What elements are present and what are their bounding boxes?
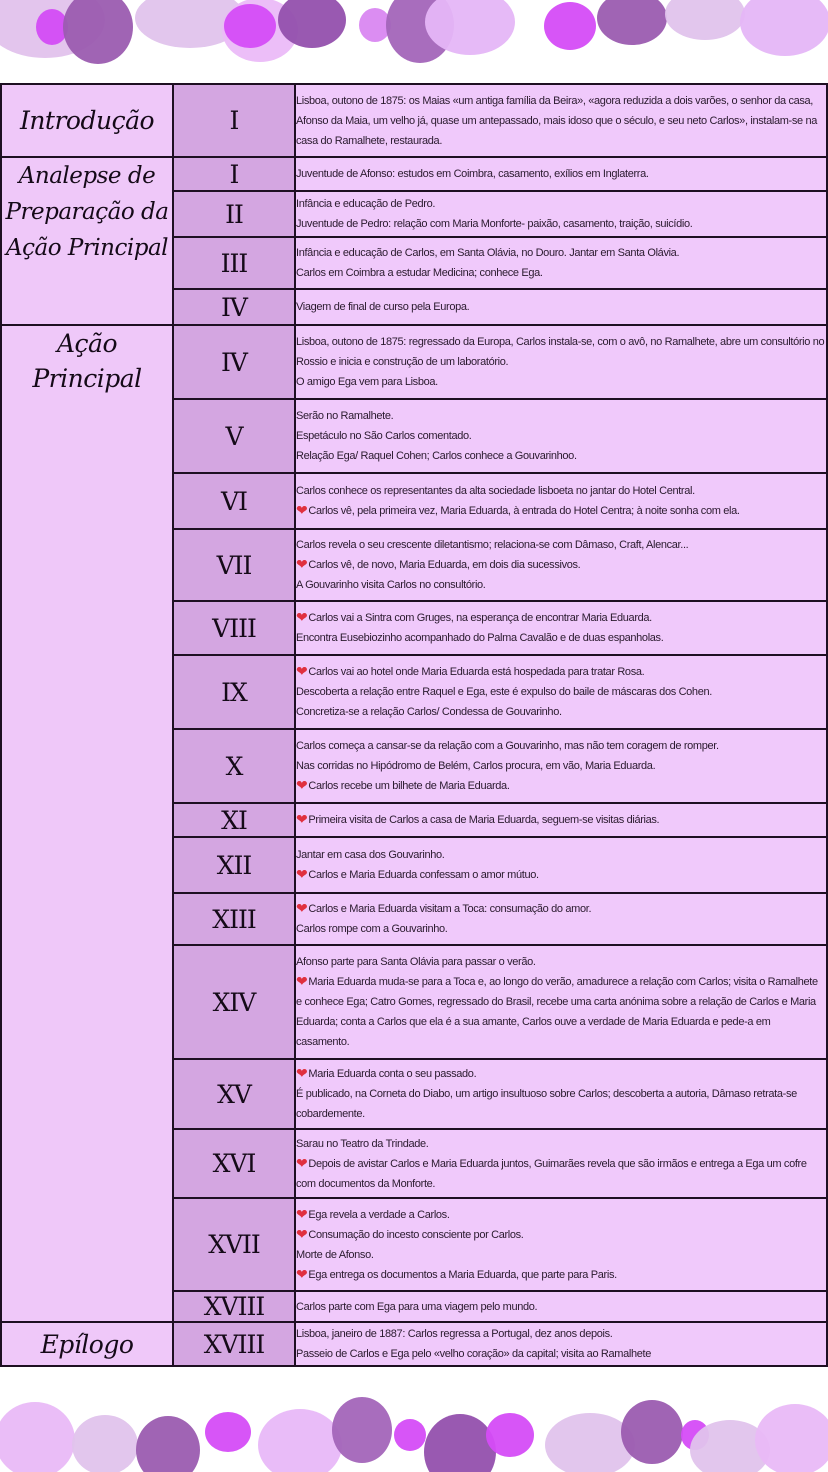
chapter-number: XI <box>173 803 295 837</box>
chapter-summary-table <box>0 83 828 1367</box>
blob-shape <box>332 1397 392 1463</box>
blob-shape <box>544 2 596 50</box>
heart-icon: ❤ <box>296 1154 308 1171</box>
blob-shape <box>665 0 745 40</box>
event-text: Maria Eduarda conta o seu passado. <box>308 1068 477 1080</box>
decorative-header-blobs <box>0 0 828 80</box>
chapter-number: XV <box>173 1059 295 1129</box>
blob-shape <box>224 4 276 48</box>
event-text: Primeira visita de Carlos a casa de Maria Eduarda, seguem-se visitas diárias. <box>308 814 660 826</box>
chapter-number: I <box>173 84 295 157</box>
chapter-description <box>295 893 827 945</box>
chapter-description <box>295 399 827 473</box>
plot-event <box>296 1344 826 1364</box>
heart-icon: ❤ <box>296 663 308 679</box>
event-text: Nas corridas no Hipódromo de Belém, Carlos procura, em vão, Maria Eduarda. <box>296 760 656 772</box>
plot-event <box>296 243 826 263</box>
event-text: Carlos vê, pela primeira vez, Maria Eduarda, à entrada do Hotel Centra; à noite sonha com ela. <box>308 505 740 517</box>
chapter-description <box>295 325 827 399</box>
blob-shape <box>545 1413 635 1472</box>
plot-event <box>296 372 826 392</box>
chapter-description <box>295 601 827 655</box>
plot-event <box>296 736 826 756</box>
event-text: Carlos recebe um bilhete de Maria Eduarda. <box>308 780 510 792</box>
chapter-description <box>295 289 827 325</box>
chapter-number: XVI <box>173 1129 295 1198</box>
event-text: Serão no Ramalhete. <box>296 410 394 422</box>
love-plot-event <box>296 1205 826 1225</box>
event-text: Passeio de Carlos e Ega pelo «velho coração» da capital; visita ao Ramalhete <box>296 1348 651 1360</box>
plot-event <box>296 1245 826 1265</box>
plot-event <box>296 952 826 972</box>
love-plot-event <box>296 776 826 796</box>
love-plot-event <box>296 501 826 521</box>
chapter-number: XII <box>173 837 295 893</box>
event-text: Juventude de Pedro: relação com Maria Monforte- paixão, casamento, traição, suicídio. <box>296 218 693 230</box>
plot-event <box>296 535 826 555</box>
plot-event <box>296 263 826 283</box>
event-text: Lisboa, janeiro de 1887: Carlos regressa a Portugal, dez anos depois. <box>296 1328 613 1340</box>
chapter-number: XVIII <box>173 1291 295 1322</box>
event-text: Lisboa, outono de 1875: regressado da Europa, Carlos instala-se, com o avô, no Ramalhete, abre um consultório no Rossio e inicia e construção de um laboratório. <box>296 336 825 368</box>
chapter-description <box>295 1059 827 1129</box>
blob-shape <box>755 1404 828 1472</box>
blob-pattern-icon <box>0 0 828 80</box>
plot-event <box>296 406 826 426</box>
event-text: Ega entrega os documentos a Maria Eduarda, que parte para Paris. <box>308 1268 617 1281</box>
plot-event <box>296 682 826 702</box>
chapter-number: VI <box>173 473 295 529</box>
part-label: Analepse de Preparação da Ação Principal <box>5 163 169 261</box>
love-plot-event <box>296 1265 826 1285</box>
chapter-number: IV <box>173 289 295 325</box>
chapter-description <box>295 473 827 529</box>
chapter-description <box>295 1198 827 1291</box>
part-label: Epílogo <box>40 1329 134 1359</box>
plot-event <box>296 702 826 722</box>
plot-event <box>296 919 826 939</box>
blob-pattern-icon <box>0 1390 828 1472</box>
love-plot-event <box>296 972 826 1052</box>
event-text: Juventude de Afonso: estudos em Coimbra, casamento, exílios em Inglaterra. <box>296 168 649 180</box>
event-text: O amigo Ega vem para Lisboa. <box>296 376 438 388</box>
plot-event <box>296 481 826 501</box>
chapter-description <box>295 529 827 601</box>
heart-icon: ❤ <box>296 1205 308 1222</box>
part-cell <box>1 325 173 1322</box>
plot-event <box>296 756 826 776</box>
heart-icon: ❤ <box>296 556 308 572</box>
love-plot-event <box>296 810 826 830</box>
plot-event <box>296 214 826 234</box>
heart-icon: ❤ <box>296 609 308 625</box>
plot-event <box>296 1084 826 1124</box>
chapter-description <box>295 729 827 803</box>
heart-icon: ❤ <box>296 1265 308 1282</box>
chapter-description <box>295 945 827 1059</box>
event-text: Espetáculo no São Carlos comentado. <box>296 430 472 442</box>
chapter-description <box>295 803 827 837</box>
event-text: Infância e educação de Pedro. <box>296 198 436 210</box>
plot-event <box>296 91 826 151</box>
chapter-number: IX <box>173 655 295 729</box>
plot-event <box>296 194 826 214</box>
table-row <box>1 1322 827 1366</box>
event-text: Concretiza-se a relação Carlos/ Condessa de Gouvarinho. <box>296 706 562 718</box>
plot-event <box>296 628 826 648</box>
plot-event <box>296 297 826 317</box>
event-text: Consumação do incesto consciente por Carlos. <box>308 1228 524 1241</box>
event-text: Maria Eduarda muda-se para a Toca e, ao longo do verão, amadurece a relação com Carlos; visita o Ramalhete e conhece Ega; Catro Gomes, regressado do Brasil, recebe uma carta anónima sobre a relação de Carlos e Maria Eduarda; conta a Carlos que ela é a sua amante, Carlos ouve a verdade de Maria Eduarda e pede-a em casamento. <box>296 976 818 1048</box>
table-row <box>1 84 827 157</box>
heart-icon: ❤ <box>296 1065 308 1081</box>
table-row <box>1 325 827 399</box>
blob-shape <box>63 0 133 64</box>
chapter-description <box>295 1322 827 1366</box>
blob-shape <box>394 1419 426 1451</box>
part-label: Ação Principal <box>32 329 142 393</box>
chapter-number: XIII <box>173 893 295 945</box>
heart-icon: ❤ <box>296 502 308 518</box>
plot-event <box>296 426 826 446</box>
heart-icon: ❤ <box>296 811 308 827</box>
event-text: Ega revela a verdade a Carlos. <box>308 1208 450 1221</box>
plot-event <box>296 332 826 372</box>
chapter-number: X <box>173 729 295 803</box>
plot-event <box>296 575 826 595</box>
table-row <box>1 157 827 191</box>
heart-icon: ❤ <box>296 866 308 882</box>
chapter-number: I <box>173 157 295 191</box>
event-text: Carlos conhece os representantes da alta sociedade lisboeta no jantar do Hotel Central. <box>296 485 695 497</box>
blob-shape <box>0 1402 75 1472</box>
chapter-number: VIII <box>173 601 295 655</box>
chapter-number: XVIII <box>173 1322 295 1366</box>
event-text: Carlos rompe com a Gouvarinho. <box>296 923 448 935</box>
plot-event <box>296 845 826 865</box>
chapter-description <box>295 1291 827 1322</box>
chapter-description <box>295 157 827 191</box>
chapter-number: XVII <box>173 1198 295 1291</box>
heart-icon: ❤ <box>296 1225 308 1242</box>
chapter-number: VII <box>173 529 295 601</box>
love-plot-event <box>296 899 826 919</box>
event-text: Carlos vai a Sintra com Gruges, na esperança de encontrar Maria Eduarda. <box>308 612 652 624</box>
love-plot-event <box>296 1225 826 1245</box>
blob-shape <box>740 0 828 56</box>
love-plot-event <box>296 662 826 682</box>
event-text: Carlos em Coimbra a estudar Medicina; conhece Ega. <box>296 267 543 279</box>
chapter-description <box>295 655 827 729</box>
event-text: Infância e educação de Carlos, em Santa Olávia, no Douro. Jantar em Santa Olávia. <box>296 247 680 259</box>
chapter-description <box>295 1129 827 1198</box>
blob-shape <box>621 1400 683 1464</box>
blob-shape <box>205 1412 251 1452</box>
event-text: Carlos e Maria Eduarda visitam a Toca: consumação do amor. <box>308 903 592 915</box>
event-text: Jantar em casa dos Gouvarinho. <box>296 849 445 861</box>
event-text: Carlos revela o seu crescente diletantismo; relaciona-se com Dâmaso, Craft, Alencar... <box>296 539 689 551</box>
plot-event <box>296 1297 826 1317</box>
chapter-description <box>295 837 827 893</box>
event-text: Carlos e Maria Eduarda confessam o amor mútuo. <box>308 869 539 881</box>
part-cell <box>1 1322 173 1366</box>
event-text: Descoberta a relação entre Raquel e Ega, este é expulso do baile de máscaras dos Cohen. <box>296 686 712 698</box>
love-plot-event <box>296 555 826 575</box>
love-plot-event <box>296 1154 826 1194</box>
event-text: Carlos vai ao hotel onde Maria Eduarda está hospedada para tratar Rosa. <box>308 666 645 678</box>
chapter-number: III <box>173 237 295 289</box>
heart-icon: ❤ <box>296 777 308 793</box>
chapter-number: V <box>173 399 295 473</box>
blob-shape <box>424 1414 496 1472</box>
blob-shape <box>597 0 667 45</box>
plot-event <box>296 446 826 466</box>
blob-shape <box>136 1416 200 1472</box>
chapter-number: XIV <box>173 945 295 1059</box>
event-text: É publicado, na Corneta do Diabo, um artigo insultuoso sobre Carlos; descoberta a autoria, Dâmaso retrata-se cobardemente. <box>296 1088 797 1120</box>
event-text: Relação Ega/ Raquel Cohen; Carlos conhece a Gouvarinhoo. <box>296 450 577 462</box>
chapter-description <box>295 237 827 289</box>
blob-shape <box>72 1415 138 1472</box>
plot-event <box>296 1134 826 1154</box>
chapter-number: IV <box>173 325 295 399</box>
chapter-number: II <box>173 191 295 237</box>
chapter-description <box>295 84 827 157</box>
plot-event <box>296 1324 826 1344</box>
love-plot-event <box>296 1064 826 1084</box>
love-plot-event <box>296 865 826 885</box>
event-text: Depois de avistar Carlos e Maria Eduarda juntos, Guimarães revela que são irmãos e entrega a Ega um cofre com documentos da Monforte. <box>296 1157 807 1190</box>
event-text: Afonso parte para Santa Olávia para passar o verão. <box>296 956 536 968</box>
blob-shape <box>486 1413 534 1457</box>
event-text: Encontra Eusebiozinho acompanhado do Palma Cavalão e de duas espanholas. <box>296 632 664 644</box>
part-cell <box>1 157 173 325</box>
event-text: Lisboa, outono de 1875: os Maias «um antiga família da Beira», «agora reduzida a dois varões, o senhor da casa, Afonso da Maia, um velho já, quase um antepassado, mais idoso que o século, e seu neto Carlos», instalam-se na casa do Ramalhete, restaurada. <box>296 94 817 147</box>
part-label: Introdução <box>19 106 155 135</box>
part-cell <box>1 84 173 157</box>
heart-icon: ❤ <box>296 900 308 916</box>
decorative-footer-blobs <box>0 1390 828 1472</box>
event-text: Carlos parte com Ega para uma viagem pelo mundo. <box>296 1300 538 1313</box>
heart-icon: ❤ <box>296 973 308 989</box>
event-text: Carlos começa a cansar-se da relação com a Gouvarinho, mas não tem coragem de romper. <box>296 740 719 752</box>
event-text: Viagem de final de curso pela Europa. <box>296 301 470 313</box>
event-text: Carlos vê, de novo, Maria Eduarda, em dois dia sucessivos. <box>308 559 581 571</box>
blob-shape <box>258 1409 342 1472</box>
event-text: Morte de Afonso. <box>296 1248 374 1261</box>
plot-event <box>296 164 826 184</box>
love-plot-event <box>296 608 826 628</box>
chapter-description <box>295 191 827 237</box>
event-text: A Gouvarinho visita Carlos no consultório. <box>296 579 486 591</box>
event-text: Sarau no Teatro da Trindade. <box>296 1137 429 1150</box>
